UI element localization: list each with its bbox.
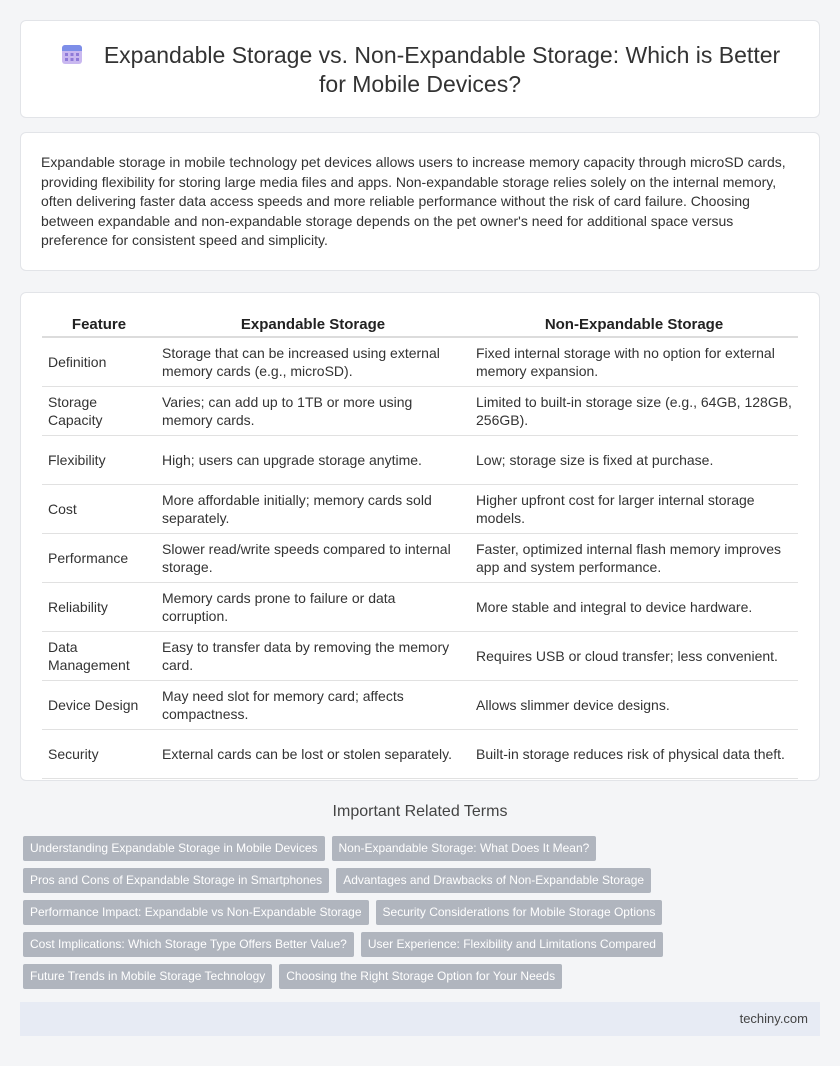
feature-cell: Performance <box>42 534 156 583</box>
related-term-link[interactable]: User Experience: Flexibility and Limitations Compared <box>361 932 663 957</box>
calendar-icon <box>60 42 84 66</box>
header-feature: Feature <box>42 313 156 338</box>
related-term-link[interactable]: Understanding Expandable Storage in Mobile Devices <box>23 836 325 861</box>
non-expandable-cell: Fixed internal storage with no option for external memory expansion. <box>470 338 798 387</box>
expandable-cell: Slower read/write speeds compared to internal storage. <box>156 534 470 583</box>
related-term-link[interactable]: Choosing the Right Storage Option for Your Needs <box>279 964 562 989</box>
non-expandable-cell: Low; storage size is fixed at purchase. <box>470 436 798 485</box>
tag-row <box>23 932 813 957</box>
table-row <box>42 632 798 681</box>
tag-row <box>23 868 813 893</box>
related-term-link[interactable]: Pros and Cons of Expandable Storage in Smartphones <box>23 868 329 893</box>
non-expandable-cell: Limited to built-in storage size (e.g., 64GB, 128GB, 256GB). <box>470 387 798 436</box>
table-row <box>42 485 798 534</box>
non-expandable-cell: Allows slimmer device designs. <box>470 681 798 730</box>
expandable-cell: Storage that can be increased using external memory cards (e.g., microSD). <box>156 338 470 387</box>
related-term-link[interactable]: Non-Expandable Storage: What Does It Mean? <box>332 836 597 861</box>
feature-cell: Security <box>42 730 156 779</box>
related-term-link[interactable]: Security Considerations for Mobile Storage Options <box>376 900 663 925</box>
intro-card <box>20 132 820 271</box>
page-title-wrap <box>51 41 789 99</box>
non-expandable-cell: More stable and integral to device hardware. <box>470 583 798 632</box>
related-term-link[interactable]: Performance Impact: Expandable vs Non-Expandable Storage <box>23 900 369 925</box>
non-expandable-cell: Requires USB or cloud transfer; less convenient. <box>470 632 798 681</box>
feature-cell: Data Management <box>42 632 156 681</box>
footer-site-link[interactable]: techiny.com <box>739 1011 808 1026</box>
feature-cell: Device Design <box>42 681 156 730</box>
non-expandable-cell: Faster, optimized internal flash memory improves app and system performance. <box>470 534 798 583</box>
table-row <box>42 583 798 632</box>
table-row <box>42 681 798 730</box>
tag-row <box>23 900 813 925</box>
non-expandable-cell: Built-in storage reduces risk of physical data theft. <box>470 730 798 779</box>
non-expandable-cell: Higher upfront cost for larger internal storage models. <box>470 485 798 534</box>
feature-cell: Flexibility <box>42 436 156 485</box>
expandable-cell: Memory cards prone to failure or data corruption. <box>156 583 470 632</box>
expandable-cell: More affordable initially; memory cards sold separately. <box>156 485 470 534</box>
table-row <box>42 730 798 779</box>
expandable-cell: Varies; can add up to 1TB or more using memory cards. <box>156 387 470 436</box>
title-card <box>20 20 820 118</box>
feature-cell: Definition <box>42 338 156 387</box>
related-terms-title: Important Related Terms <box>332 803 508 820</box>
footer <box>20 1002 820 1036</box>
intro-paragraph: Expandable storage in mobile technology pet devices allows users to increase memory capacity through microSD cards, providing flexibility for storing large media files and apps. Non-expandable storage relies solely on the internal memory, often delivering faster data access speeds and more reliable performance without the risk of card failure. Choosing between expandable and non-expandable storage depends on the pet owner's need for additional space versus preference for consistent speed and simplicity. <box>41 154 786 248</box>
page-title: Expandable Storage vs. Non-Expandable Storage: Which is Better for Mobile Devices? <box>103 42 781 97</box>
expandable-cell: External cards can be lost or stolen separately. <box>156 730 470 779</box>
table-header-row <box>42 313 798 338</box>
table-row <box>42 338 798 387</box>
feature-cell: Reliability <box>42 583 156 632</box>
feature-cell: Cost <box>42 485 156 534</box>
header-expandable: Expandable Storage <box>156 313 470 338</box>
table-row <box>42 534 798 583</box>
related-terms-list <box>23 836 813 996</box>
table-row <box>42 387 798 436</box>
header-non-expandable: Non-Expandable Storage <box>470 313 798 338</box>
tag-row <box>23 964 813 989</box>
related-term-link[interactable]: Future Trends in Mobile Storage Technology <box>23 964 272 989</box>
expandable-cell: Easy to transfer data by removing the memory card. <box>156 632 470 681</box>
expandable-cell: High; users can upgrade storage anytime. <box>156 436 470 485</box>
comparison-card <box>20 292 820 781</box>
table-row <box>42 436 798 485</box>
expandable-cell: May need slot for memory card; affects compactness. <box>156 681 470 730</box>
tag-row <box>23 836 813 861</box>
related-term-link[interactable]: Cost Implications: Which Storage Type Offers Better Value? <box>23 932 354 957</box>
feature-cell: Storage Capacity <box>42 387 156 436</box>
related-term-link[interactable]: Advantages and Drawbacks of Non-Expandable Storage <box>336 868 651 893</box>
comparison-table <box>42 313 798 779</box>
